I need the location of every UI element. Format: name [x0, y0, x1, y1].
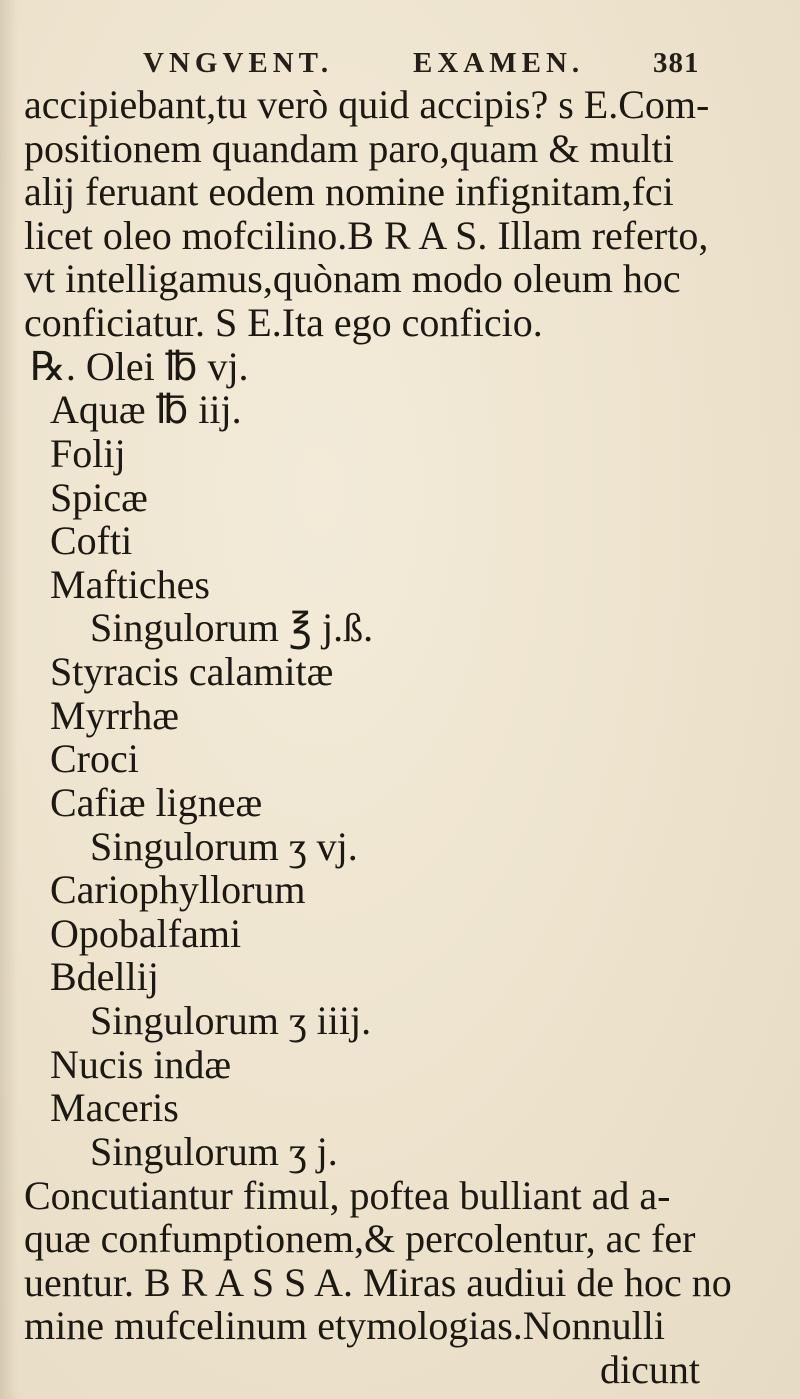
text-line: Maceris: [50, 1085, 179, 1131]
text-line: vt intelligamus,quònam modo oleum hoc: [24, 256, 681, 302]
text-line: Singulorum ℥ j.ß.: [90, 605, 374, 651]
text-line: Maftiches: [50, 561, 210, 607]
text-line: mine mufcelinum etymologias.Nonnulli: [24, 1303, 666, 1349]
running-header: [0, 38, 800, 88]
text-line: conficiatur. S E.Ita ego conficio.: [24, 300, 543, 346]
text-line: Myrrhæ: [50, 692, 179, 738]
text-line: Bdellij: [50, 954, 159, 1000]
text-line: Concutiantur fimul, poftea bulliant ad a-: [24, 1172, 671, 1218]
text-line: Singulorum ʒ iiij.: [90, 998, 372, 1044]
text-line: Cofti: [50, 518, 133, 564]
text-line: accipiebant,tu verò quid accipis? s E.Com-: [24, 82, 710, 127]
text-line: Croci: [50, 736, 139, 782]
page-number: 381: [653, 47, 700, 79]
text-line: Folij: [50, 430, 126, 476]
text-line: Aquæ ℔ iij.: [50, 387, 242, 433]
page-gutter-shadow: [0, 0, 18, 1399]
text-line: Singulorum ʒ j.: [90, 1128, 338, 1174]
header-center: EXAMEN.: [413, 47, 585, 79]
text-line: Opobalfami: [50, 910, 242, 956]
text-line: Cariophyllorum: [50, 867, 306, 913]
catchword: dicunt: [600, 1347, 700, 1392]
header-left: VNGVENT.: [143, 47, 334, 79]
text-line: Nucis indæ: [50, 1041, 232, 1087]
text-line: Singulorum ʒ vj.: [90, 823, 358, 869]
text-line: quæ confumptionem,& percolentur, ac fer: [24, 1216, 696, 1262]
text-line: ℞. Olei ℔ vj.: [30, 343, 249, 389]
text-line: positionem quandam paro,quam & multi: [24, 125, 674, 171]
text-line: Cafiæ ligneæ: [50, 779, 263, 825]
text-line: licet oleo mofcilino.B R A S. Illam referto,: [24, 212, 709, 258]
text-line: uentur. B R A S S A. Miras audiui de hoc no: [24, 1259, 732, 1305]
text-line: alij feruant eodem nomine infignitam,fci: [24, 169, 674, 215]
text-line: Styracis calamitæ: [50, 649, 334, 695]
text-line: Spicæ: [50, 474, 148, 520]
